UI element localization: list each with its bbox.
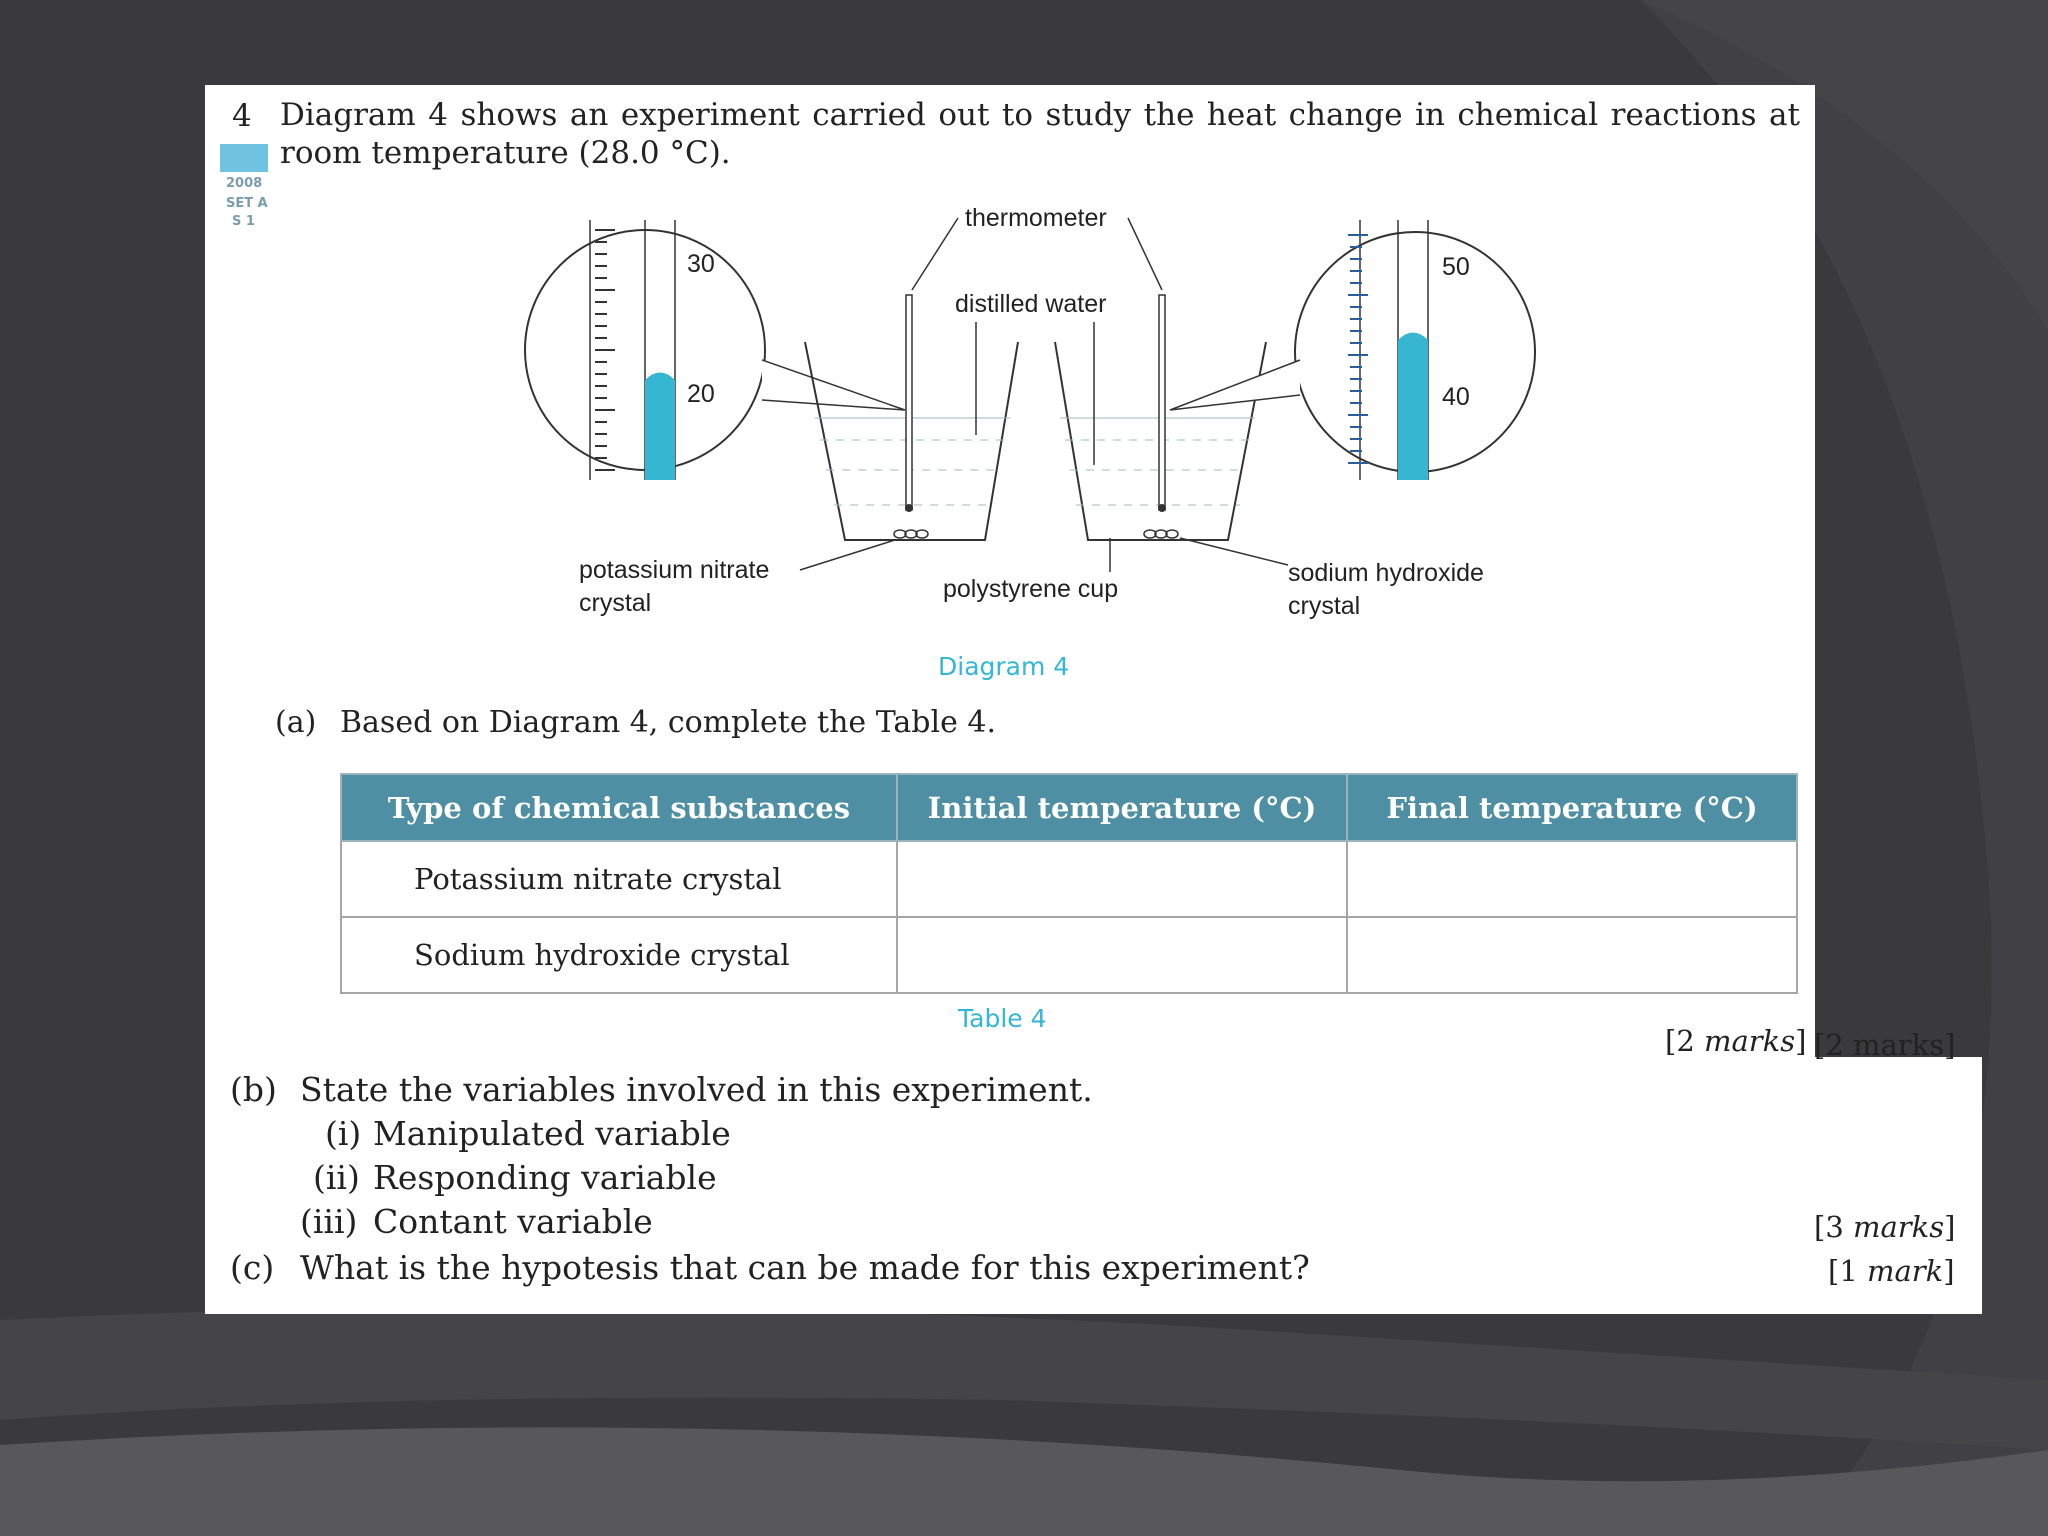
initial-temp-cell[interactable] <box>897 917 1347 993</box>
polystyrene-cup-label: polystyrene cup <box>943 575 1119 603</box>
right-polystyrene-cup <box>1055 295 1266 540</box>
sodium-hydroxide-label: sodium hydroxide <box>1288 559 1484 587</box>
part-c-label: (c) <box>230 1248 275 1287</box>
part-b-text: State the variables involved in this experiment. <box>300 1070 1093 1109</box>
right-scale-lower: 40 <box>1442 383 1470 411</box>
part-a-text: Based on Diagram 4, complete the Table 4. <box>340 705 997 740</box>
table-row <box>341 917 1797 993</box>
question-intro: Diagram 4 shows an experiment carried out to study the heat change in chemical reactions at room temperature (28.0 °C). <box>280 97 1800 171</box>
table-4 <box>340 773 1798 994</box>
part-c-marks: [1 mark] <box>1828 1254 1955 1288</box>
right-magnified-thermometer <box>1170 220 1535 480</box>
left-magnified-thermometer <box>525 220 905 480</box>
part-b-item-text: Contant variable <box>373 1202 653 1241</box>
part-b-label: (b) <box>230 1070 277 1109</box>
distilled-water-label: distilled water <box>955 290 1107 318</box>
left-scale-upper: 30 <box>687 250 715 278</box>
part-a-marks: [2 marks] <box>1665 1024 1807 1058</box>
diagram-caption: Diagram 4 <box>938 652 1070 681</box>
diagram-4 <box>500 190 1580 670</box>
final-temp-cell[interactable] <box>1347 917 1797 993</box>
right-scale-upper: 50 <box>1442 253 1470 281</box>
header-initial-temp: Initial temperature (°C) <box>897 774 1347 841</box>
potassium-nitrate-label: potassium nitrate <box>579 556 770 584</box>
badge-year: 2008 <box>226 176 263 191</box>
part-b-marks: [3 marks] <box>1814 1210 1956 1244</box>
initial-temp-cell[interactable] <box>897 841 1347 917</box>
clipped-marks-fragment <box>1814 1028 1964 1070</box>
badge-set: SET A <box>226 196 268 211</box>
question-number: 4 <box>232 98 252 134</box>
table-caption: Table 4 <box>958 1004 1047 1033</box>
clipped-marks-text: [2 marks] <box>1814 1028 1956 1062</box>
header-substance: Type of chemical substances <box>341 774 897 841</box>
table-row <box>341 841 1797 917</box>
left-polystyrene-cup <box>805 295 1018 540</box>
part-c-text: What is the hypotesis that can be made for this experiment? <box>300 1248 1310 1287</box>
header-final-temp: Final temperature (°C) <box>1347 774 1797 841</box>
part-b-item-num: (ii) <box>313 1158 360 1197</box>
row-substance: Potassium nitrate crystal <box>341 841 897 917</box>
sodium-crystal-label: crystal <box>1288 592 1361 620</box>
left-scale-lower: 20 <box>687 380 715 408</box>
part-b-item-num: (i) <box>325 1114 362 1153</box>
badge-section: S 1 <box>232 214 255 229</box>
part-b-item-num: (iii) <box>300 1202 358 1241</box>
final-temp-cell[interactable] <box>1347 841 1797 917</box>
part-a-label: (a) <box>275 705 317 740</box>
badge-logo <box>220 144 268 172</box>
row-substance: Sodium hydroxide crystal <box>341 917 897 993</box>
potassium-crystal-label: crystal <box>579 589 652 617</box>
part-b-item-text: Responding variable <box>373 1158 717 1197</box>
exam-reference-badge <box>220 144 270 244</box>
table-header-row <box>341 774 1797 841</box>
part-b-item-text: Manipulated variable <box>373 1114 731 1153</box>
thermometer-label: thermometer <box>965 204 1107 232</box>
